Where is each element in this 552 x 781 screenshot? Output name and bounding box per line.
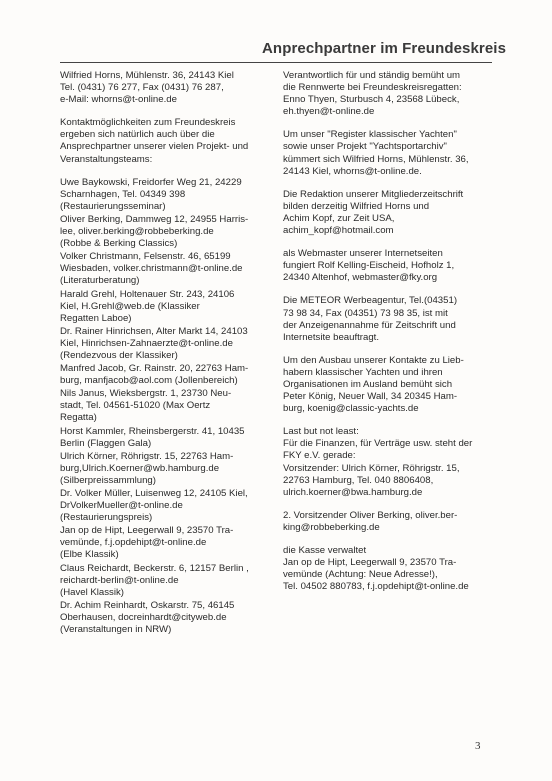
text-line: Internetsite beauftragt. [283, 331, 379, 343]
text-line: 24143 Kiel, whorns@t-online.de. [283, 165, 422, 177]
text-line: sowie unser Projekt "Yachtsportarchiv" [283, 141, 447, 153]
right-paragraph [283, 510, 495, 534]
text-line: der Anzeigenannahme für Zeitschrift und [283, 319, 456, 331]
text-line: burg, manfjacob@aol.com (Jollenbereich) [60, 375, 238, 387]
text-line: Regatten Laboe) [60, 312, 132, 324]
text-line: Wiesbaden, volker.christmann@t-online.de [60, 263, 243, 275]
text-line: Tel. (0431) 76 277, Fax (0431) 76 287, [60, 82, 224, 94]
text-line: fungiert Rolf Kelling-Eischeid, Hofholz 1, [283, 260, 455, 272]
text-line: Claus Reichardt, Beckerstr. 6, 12157 Berlin , [60, 562, 249, 574]
text-line: stadt, Tel. 04561-51020 (Max Oertz [60, 400, 211, 412]
text-line: Verantwortlich für und ständig bemüht um [283, 70, 461, 81]
text-line: 24340 Altenhof, webmaster@fky.org [283, 272, 438, 284]
text-line: 22763 Hamburg, Tel. 040 8806408, [283, 474, 434, 486]
contact-entry [60, 426, 272, 450]
text-line: (Robbe & Berking Classics) [60, 238, 178, 250]
text-line: Oliver Berking, Dammweg 12, 24955 Harris- [60, 213, 249, 225]
kontakt-paragraph [60, 117, 272, 165]
text-line: als Webmaster unserer Internetseiten [283, 248, 443, 260]
right-paragraph [283, 426, 495, 499]
text-line: Volker Christmann, Felsenstr. 46, 65199 [60, 251, 231, 263]
text-line: Kontaktmöglichkeiten zum Freundeskreis [60, 117, 236, 129]
text-line: (Restaurierungspreis) [60, 512, 153, 524]
text-line: bilden derzeitig Wilfried Horns und [283, 200, 430, 212]
right-paragraph [283, 70, 495, 118]
text-line: (Silberpreissammlung) [60, 474, 156, 486]
text-line: king@robbeberking.de [283, 521, 380, 533]
title-rule [60, 62, 492, 63]
text-line: DrVolkerMueller@t-online.de [60, 500, 183, 512]
contact-entry [60, 600, 272, 636]
text-line: Jan op de Hipt, Leegerwall 9, 23570 Tra- [60, 525, 234, 537]
contact-list [60, 177, 272, 636]
text-line: Veranstaltungsteams: [60, 153, 153, 165]
text-line: Wilfried Horns, Mühlenstr. 36, 24143 Kiel [60, 70, 234, 81]
text-line: (Literaturberatung) [60, 275, 140, 287]
text-line: Horst Kammler, Rheinsbergerstr. 41, 10435 [60, 425, 245, 437]
right-column [283, 70, 495, 604]
contact-entry [60, 289, 272, 325]
text-line: (Havel Klassik) [60, 586, 124, 598]
text-line: Dr. Achim Reinhardt, Oskarstr. 75, 46145 [60, 599, 235, 611]
text-line: Dr. Volker Müller, Luisenweg 12, 24105 Kiel, [60, 488, 248, 499]
text-line: (Restaurierungsseminar) [60, 200, 166, 212]
text-line: Jan op de Hipt, Leegerwall 9, 23570 Tra- [283, 557, 457, 569]
text-line: Tel. 04502 880783, f.j.opdehipt@t-online.de [283, 581, 469, 593]
left-column [60, 70, 272, 637]
text-line: achim_kopf@hotmail.com [283, 225, 394, 237]
contact-entry [60, 177, 272, 213]
text-line: Kiel, Hinrichsen-Zahnaerzte@t-online.de [60, 337, 233, 349]
intro-paragraph [60, 70, 272, 106]
text-line: (Elbe Klassik) [60, 549, 119, 561]
text-line: FKY e.V. gerade: [283, 450, 356, 462]
text-line: 73 98 34, Fax (04351) 73 98 35, ist mit [283, 307, 448, 319]
text-line: ergeben sich natürlich auch über die [60, 129, 215, 141]
contact-entry [60, 214, 272, 250]
right-paragraph [283, 189, 495, 237]
text-line: Organisationen im Ausland bemüht sich [283, 378, 453, 390]
right-paragraph [283, 129, 495, 177]
text-line: Ulrich Körner, Röhrigstr. 15, 22763 Ham- [60, 450, 234, 462]
text-line: Peter König, Neuer Wall, 34 20345 Ham- [283, 391, 458, 403]
right-paragraph [283, 545, 495, 593]
right-paragraph [283, 295, 495, 343]
text-line: Achim Kopf, zur Zeit USA, [283, 212, 395, 224]
contact-entry [60, 326, 272, 362]
text-line: burg,Ulrich.Koerner@wb.hamburg.de [60, 462, 220, 474]
text-line: Um den Ausbau unserer Kontakte zu Lieb- [283, 354, 464, 366]
text-line: Uwe Baykowski, Freidorfer Weg 21, 24229 [60, 176, 242, 188]
contact-entry [60, 451, 272, 487]
text-line: Die METEOR Werbeagentur, Tel.(04351) [283, 295, 458, 307]
text-line: Dr. Rainer Hinrichsen, Alter Markt 14, 24103 [60, 325, 248, 337]
text-line: Enno Thyen, Sturbusch 4, 23568 Lübeck, [283, 94, 460, 106]
page-title: Anprechpartner im Freundeskreis [262, 40, 507, 57]
text-line: lee, oliver.berking@robbeberking.de [60, 226, 214, 238]
right-paragraph [283, 248, 495, 284]
contact-entry [60, 525, 272, 561]
text-line: Berlin (Flaggen Gala) [60, 437, 152, 449]
text-line: Kiel, H.Grehl@web.de (Klassiker [60, 300, 200, 312]
text-line: ulrich.koerner@bwa.hamburg.de [283, 486, 423, 498]
text-line: eh.thyen@t-online.de [283, 106, 375, 118]
text-line: reichardt-berlin@t-online.de [60, 574, 179, 586]
page-number: 3 [475, 740, 481, 752]
text-line: Ansprechpartner unserer vielen Projekt- und [60, 141, 249, 153]
text-line: (Veranstaltungen in NRW) [60, 624, 172, 636]
text-line: vemünde, f.j.opdehipt@t-online.de [60, 537, 207, 549]
text-line: habern klassischer Yachten und ihren [283, 366, 443, 378]
text-line: Harald Grehl, Holtenauer Str. 243, 24106 [60, 288, 235, 300]
text-line: Vorsitzender: Ulrich Körner, Röhrigstr. 15, [283, 462, 460, 474]
text-line: Manfred Jacob, Gr. Rainstr. 20, 22763 Ham- [60, 363, 249, 375]
text-line: Oberhausen, docreinhardt@cityweb.de [60, 611, 227, 623]
text-line: e-Mail: whorns@t-online.de [60, 94, 177, 106]
text-line: Last but not least: [283, 426, 359, 438]
contact-entry [60, 363, 272, 387]
text-line: Um unser "Register klassischer Yachten" [283, 129, 457, 141]
text-line: Die Redaktion unserer Mitgliederzeitschrift [283, 188, 464, 200]
text-line: die Rennwerte bei Freundeskreisregatten: [283, 82, 462, 94]
text-line: die Kasse verwaltet [283, 545, 367, 556]
text-line: 2. Vorsitzender Oliver Berking, oliver.ber- [283, 509, 458, 521]
text-line: Regatta) [60, 412, 97, 424]
text-line: Für die Finanzen, für Verträge usw. steht der [283, 438, 473, 450]
text-line: vemünde (Achtung: Neue Adresse!), [283, 569, 438, 581]
text-line: Scharnhagen, Tel. 04349 398 [60, 188, 186, 200]
text-line: kümmert sich Wilfried Horns, Mühlenstr. 36, [283, 153, 469, 165]
text-line: burg, koenig@classic-yachts.de [283, 403, 419, 415]
contact-entry [60, 251, 272, 287]
text-line: (Rendezvous der Klassiker) [60, 349, 178, 361]
contact-entry [60, 488, 272, 524]
contact-entry [60, 388, 272, 424]
contact-entry [60, 563, 272, 599]
text-line: Nils Janus, Wieksbergstr. 1, 23730 Neu- [60, 388, 232, 400]
right-paragraph [283, 355, 495, 415]
